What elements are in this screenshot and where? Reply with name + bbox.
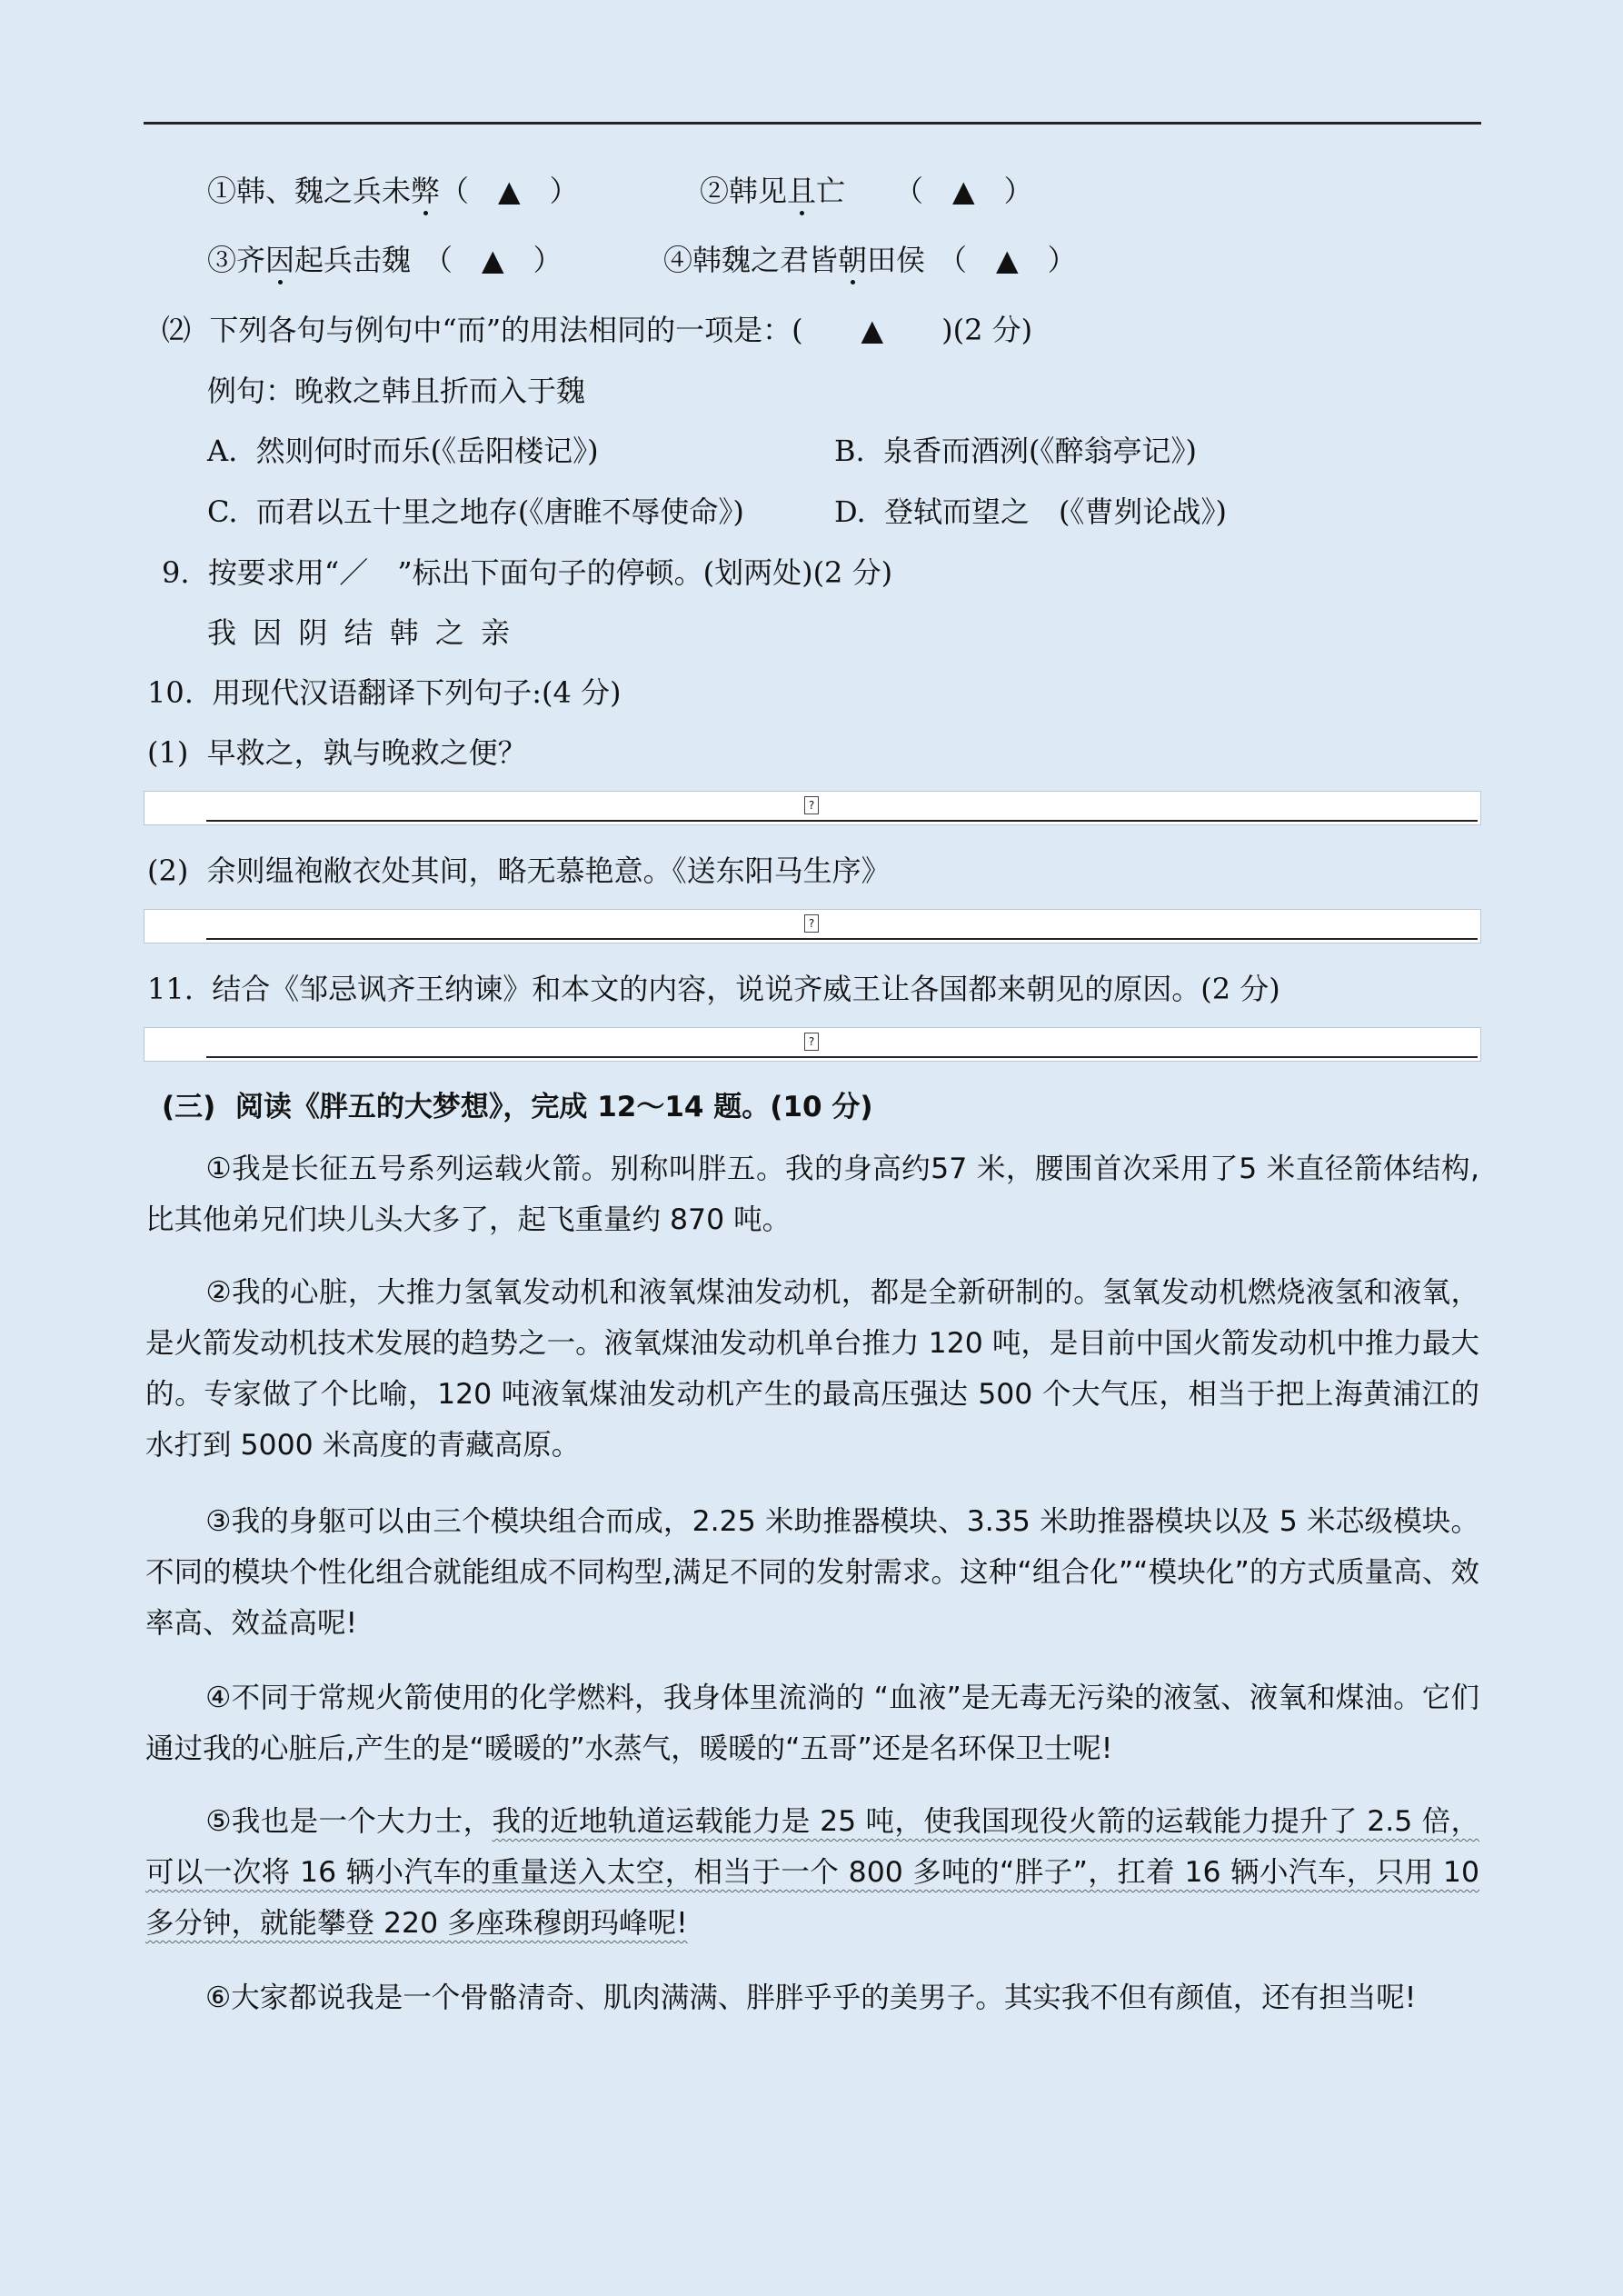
q8-item-1: ①韩、魏之兵未弊（ ▲ ） bbox=[207, 174, 579, 208]
q8-2-stem: ⑵ 下列各句与例句中“而”的用法相同的一项是：( ▲ )(2 分) bbox=[162, 313, 1033, 347]
option-b: B. 泉香而酒洌(《醉翁亭记》) bbox=[834, 434, 1198, 468]
underline bbox=[206, 1056, 1478, 1058]
passage-paragraph-1: ①我是长征五号系列运载火箭。别称叫胖五。我的身高约57 米，腰围首次采用了5 米直径箭体结构,比其他弟兄们块儿头大多了，起飞重量约 870 吨。 bbox=[145, 1153, 1479, 1236]
placeholder-glyph-icon: ? bbox=[804, 914, 819, 933]
q9-sentence: 我 因 阴 结 韩 之 亲 bbox=[207, 615, 514, 650]
dotted-char: 且 bbox=[787, 174, 817, 208]
header-rule bbox=[144, 122, 1481, 125]
placeholder-glyph-icon: ? bbox=[804, 796, 819, 814]
underline bbox=[206, 820, 1478, 822]
answer-line-2[interactable] bbox=[144, 909, 1481, 943]
passage-paragraph-6: ⑥大家都说我是一个骨骼清奇、肌肉满满、胖胖乎乎的美男子。其实我不但有颜值，还有担当呢! bbox=[205, 1982, 1417, 2014]
q8-item-2: ②韩见且亡 （ ▲ ） bbox=[700, 174, 1033, 208]
q10-stem: 10. 用现代汉语翻译下列句子:(4 分) bbox=[147, 675, 622, 710]
passage-paragraph-2: ②我的心脏，大推力氢氧发动机和液氧煤油发动机，都是全新研制的。氢氧发动机燃烧液氢和液氧，是火箭发动机技术发展的趋势之一。液氧煤油发动机单台推力 120 吨，是目前中国火箭发动机中推力最大的。专家做了个比喻，120 吨液氧煤油发动机产生的最高压强达 500 个大气压，相当于把上海黄浦江的水打到 5000 米高度的青藏高原。 bbox=[145, 1276, 1479, 1462]
q9-stem: 9. 按要求用“／ ”标出下面句子的停顿。(划两处)(2 分) bbox=[162, 555, 893, 590]
dotted-char: 弊 bbox=[411, 174, 441, 208]
passage-paragraph-5: ⑤我也是一个大力士，我的近地轨道运载能力是 25 吨，使我国现役火箭的运载能力提升了 2.5 倍，可以一次将 16 辆小汽车的重量送入太空，相当于一个 800 多吨的“胖子”，扛着 16 辆小汽车，只用 10 多分钟，就能攀登 220 多座珠穆朗玛峰呢! bbox=[145, 1805, 1479, 1940]
dotted-char: 因 bbox=[265, 243, 295, 277]
option-a: A. 然则何时而乐(《岳阳楼记》) bbox=[207, 434, 599, 468]
option-c: C. 而君以五十里之地存(《唐睢不辱使命》) bbox=[207, 494, 744, 529]
placeholder-glyph-icon: ? bbox=[804, 1033, 819, 1051]
option-d: D. 登轼而望之 (《曹刿论战》) bbox=[834, 494, 1228, 529]
dotted-char: 朝 bbox=[838, 243, 868, 277]
passage-paragraph-3: ③我的身躯可以由三个模块组合而成，2.25 米助推器模块、3.35 米助推器模块以及 5 米芯级模块。不同的模块个性化组合就能组成不同构型,满足不同的发射需求。这种“组合化”“模块化”的方式质量高、效率高、效益高呢! bbox=[145, 1505, 1479, 1640]
answer-line-3[interactable] bbox=[144, 1027, 1481, 1062]
answer-blank: （ ▲ ） bbox=[894, 174, 1033, 208]
underline bbox=[206, 938, 1478, 940]
answer-blank: （ ▲ ） bbox=[423, 243, 563, 277]
q8-item-3: ③齐因起兵击魏 （ ▲ ） bbox=[207, 243, 563, 277]
q10-sentence-2: (2) 余则缊袍敝衣处其间，略无慕艳意。《送东阳马生序》 bbox=[147, 854, 891, 888]
wavy-underlined-sentence: 我的近地轨道运载能力是 25 吨，使我国现役火箭的运载能力提升了 2.5 倍，可以一次将 16 辆小汽车的重量送入太空，相当于一个 800 多吨的“胖子”，扛着 16 辆小汽车，只用 10 多分钟，就能攀登 220 多座珠穆朗玛峰呢! bbox=[145, 1805, 1479, 1940]
section-3-heading: (三) 阅读《胖五的大梦想》，完成 12～14 题。(10 分) bbox=[162, 1091, 873, 1123]
q8-2-example: 例句：晚救之韩且折而入于魏 bbox=[207, 374, 586, 408]
q11-stem: 11. 结合《邹忌讽齐王纳谏》和本文的内容，说说齐威王让各国都来朝见的原因。(2 分) bbox=[147, 972, 1280, 1006]
q10-sentence-1: (1) 早救之，孰与晚救之便？ bbox=[147, 735, 527, 770]
answer-blank: （ ▲ ） bbox=[440, 174, 579, 208]
q8-item-4: ④韩魏之君皆朝田侯 （ ▲ ） bbox=[663, 243, 1077, 277]
answer-blank: （ ▲ ） bbox=[938, 243, 1077, 277]
passage-paragraph-4: ④不同于常规火箭使用的化学燃料，我身体里流淌的 “血液”是无毒无污染的液氢、液氧和煤油。它们通过我的心脏后,产生的是“暖暖的”水蒸气，暖暖的“五哥”还是名环保卫士呢! bbox=[145, 1682, 1479, 1765]
answer-line-1[interactable] bbox=[144, 791, 1481, 825]
